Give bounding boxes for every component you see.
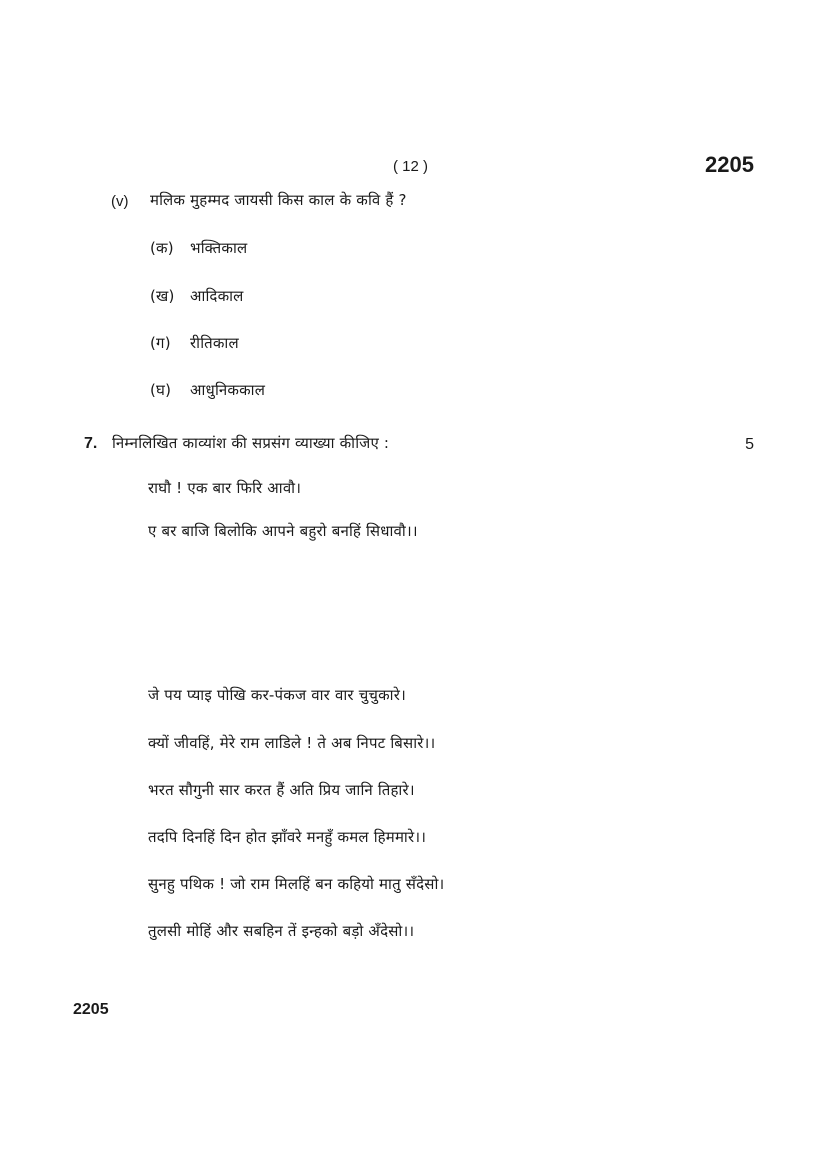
paper-code-header: 2205 (705, 152, 754, 177)
page-number: ( 12 ) (393, 158, 429, 175)
verse-line: ए बर बाजि बिलोकि आपने बहुरो बनहिं सिधावौ।। (148, 522, 418, 540)
option-label-ka: (क) (150, 239, 174, 257)
question-v-text: मलिक मुहम्मद जायसी किस काल के कवि हैं ? (150, 191, 407, 209)
verse-line: राघौ ! एक बार फिरि आवौ। (148, 479, 302, 497)
verse-line: तुलसी मोहिं और सबहिन तें इन्हको बड़ो अँदेसो।। (148, 922, 415, 940)
option-text-kha: आदिकाल (190, 287, 244, 305)
verse-line: सुनहु पथिक ! जो राम मिलहिं बन कहियो मातु सँदेसो। (148, 875, 445, 893)
option-text-gha: आधुनिककाल (190, 381, 266, 399)
verse-line: तदपि दिनहिं दिन होत झाँवरे मनहुँ कमल हिममारे।। (148, 828, 427, 846)
option-text-ka: भक्तिकाल (190, 239, 248, 257)
verse-line: क्यों जीवहिं, मेरे राम लाडिले ! ते अब निपट बिसारे।। (148, 734, 436, 752)
paper-code-footer: 2205 (73, 1001, 109, 1018)
question-7-text: निम्नलिखित काव्यांश की सप्रसंग व्याख्या कीजिए : (112, 434, 390, 452)
option-text-ga: रीतिकाल (190, 334, 239, 352)
option-label-gha: (घ) (150, 381, 172, 399)
option-label-kha: (ख) (150, 287, 175, 305)
question-7-number: 7. (84, 435, 98, 452)
verse-line: जे पय प्याइ पोखि कर-पंकज वार वार चुचुकारे। (148, 686, 406, 704)
verse-line: भरत सौगुनी सार करत हैं अति प्रिय जानि तिहारे। (148, 781, 415, 799)
question-7-marks: 5 (745, 436, 754, 453)
option-label-ga: (ग) (150, 334, 171, 352)
question-v-number: (v) (111, 193, 129, 210)
